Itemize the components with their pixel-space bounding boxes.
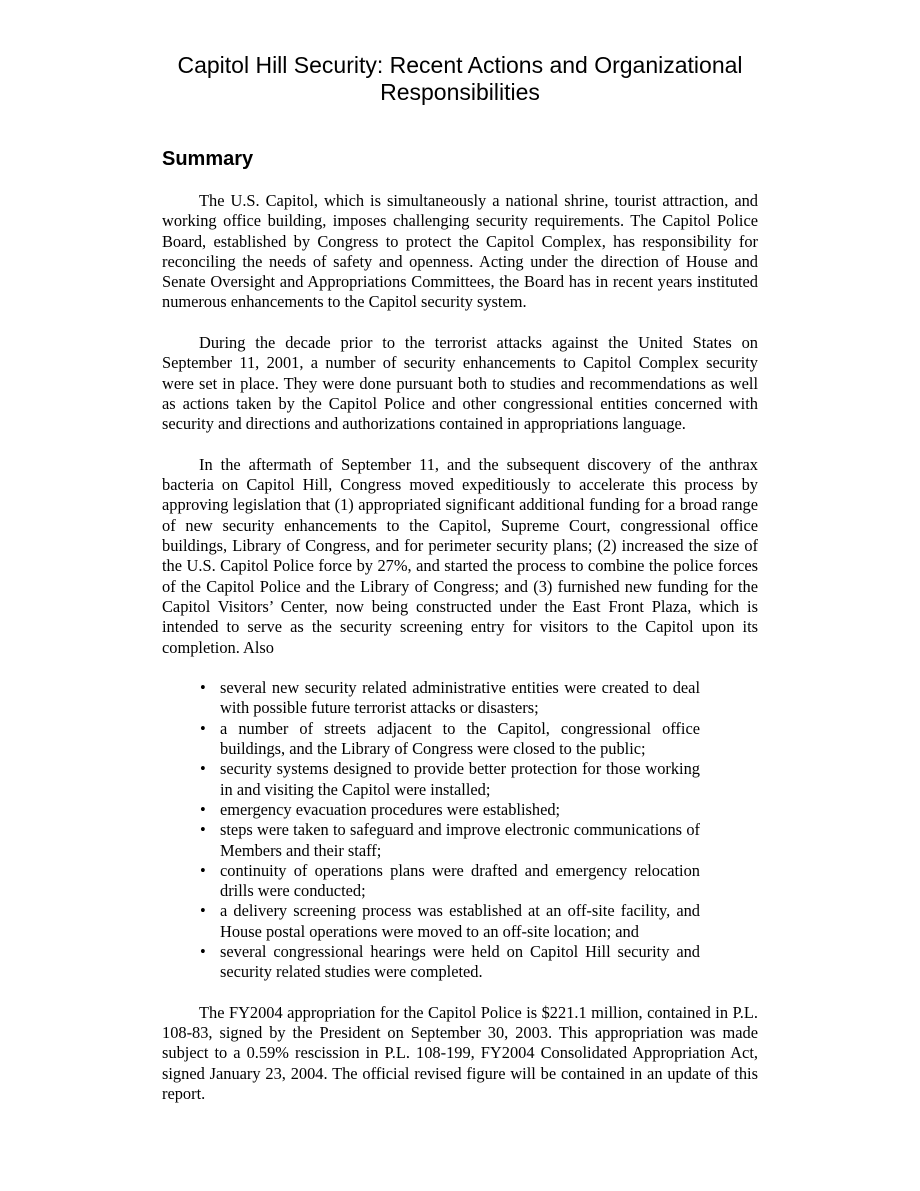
bullet-marker: • xyxy=(200,678,206,698)
bullet-item xyxy=(200,799,700,820)
bullet-marker: • xyxy=(200,860,206,880)
bullet-marker: • xyxy=(200,901,206,921)
bullet-item xyxy=(200,941,700,983)
bullet-item xyxy=(200,860,700,902)
bullet-marker: • xyxy=(200,759,206,779)
bullet-item xyxy=(200,678,700,719)
paragraph-2: During the decade prior to the terrorist attacks against the United States on September 11, 2001, a number of security enhancements to Capitol Complex security were set in place. They were done pursuant both to studies and recommendations as well as actions taken by the Capitol Police and other congressional entities concerned with security and directions and authorizations contained in appropriations language. xyxy=(162,333,758,434)
paragraph-1: The U.S. Capitol, which is simultaneously a national shrine, tourist attraction, and working office building, imposes challenging security requirements. The Capitol Police Board, established by Congress to protect the Capitol Complex, has responsibility for reconciling the needs of safety and openness. Acting under the direction of House and Senate Oversight and Appropriations Committees, the Board has in recent years instituted numerous enhancements to the Capitol security system. xyxy=(162,191,758,312)
document-title: Capitol Hill Security: Recent Actions and Organizational Responsibilities xyxy=(177,52,743,105)
bullet-text: steps were taken to safeguard and improve electronic communications of Members and their staff; xyxy=(220,820,700,860)
bullet-text: a number of streets adjacent to the Capitol, congressional office buildings, and the Library of Congress were closed to the public; xyxy=(220,718,700,759)
section-heading-summary: Summary xyxy=(162,148,254,170)
paragraph-3: In the aftermath of September 11, and the subsequent discovery of the anthrax bacteria on Capitol Hill, Congress moved expeditiously to accelerate this process by approving legislation that (1) appropriated significant additional funding for a broad range of new security enhancements to the Capitol, Supreme Court, congressional office buildings, Library of Congress, and for perimeter security plans; (2) increased the size of the U.S. Capitol Police force by 27%, and started the process to combine the police forces of the Capitol Police and the Library of Congress; and (3) furnished new funding for the Capitol Visitors’ Center, now being constructed under the East Front Plaza, which is intended to serve as the security screening entry for visitors to the Capitol upon its completion. Also xyxy=(162,454,758,657)
bullet-marker: • xyxy=(200,718,206,738)
bullet-marker: • xyxy=(200,941,206,961)
bullet-item xyxy=(200,718,700,760)
document-page xyxy=(162,52,758,1104)
bullet-item xyxy=(200,820,700,861)
bullet-marker: • xyxy=(200,799,206,819)
bullet-text: several new security related administrative entities were created to deal with possible future terrorist attacks or disasters; xyxy=(220,678,700,718)
bullet-text: continuity of operations plans were drafted and emergency relocation drills were conducted; xyxy=(220,860,700,901)
bullet-item xyxy=(200,901,700,942)
bullet-text: emergency evacuation procedures were established; xyxy=(220,799,561,819)
bullet-list xyxy=(162,678,700,982)
bullet-text: a delivery screening process was established at an off-site facility, and House postal operations were moved to an off-site location; and xyxy=(220,901,700,941)
bullet-text: several congressional hearings were held on Capitol Hill security and security related studies were completed. xyxy=(220,941,700,982)
bullet-marker: • xyxy=(200,820,206,840)
bullet-item xyxy=(200,759,700,800)
bullet-text: security systems designed to provide better protection for those working in and visiting the Capitol were installed; xyxy=(220,759,700,799)
closing-paragraph: The FY2004 appropriation for the Capitol Police is $221.1 million, contained in P.L. 108-83, signed by the President on September 30, 2003. This appropriation was made subject to a 0.59% rescission in P.L. 108-199, FY2004 Consolidated Appropriation Act, signed January 23, 2004. The official revised figure will be contained in an update of this report. xyxy=(162,1002,758,1104)
